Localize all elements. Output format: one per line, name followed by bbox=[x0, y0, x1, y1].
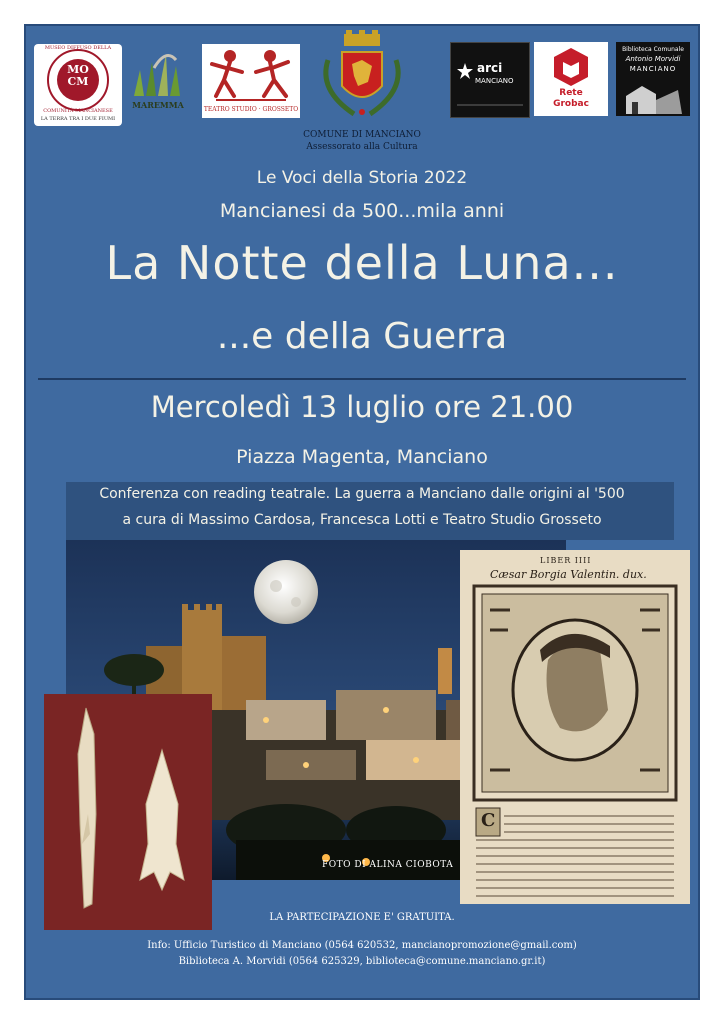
main-title-line2: ...e della Guerra bbox=[216, 316, 508, 357]
dancers-icon bbox=[202, 44, 300, 106]
arci-logo bbox=[450, 42, 530, 118]
hexagon-book-icon bbox=[534, 42, 608, 90]
event-place: Piazza Magenta, Manciano bbox=[236, 446, 488, 468]
book-title: Cæsar Borgia Valentin. dux. bbox=[490, 568, 647, 581]
book-heading: LIBER IIII bbox=[540, 556, 592, 565]
museo-text-top: MUSEO DIFFUSO DELLA bbox=[44, 45, 112, 51]
teatro-label: TEATRO STUDIO · GROSSETO bbox=[203, 106, 299, 113]
museo-subtitle: LA TERRA TRA I DUE FIUMI bbox=[40, 116, 116, 122]
rete-line2: Grobac bbox=[553, 99, 589, 109]
maremma-logo bbox=[126, 48, 190, 114]
biblio-line2: Antonio Morvidi bbox=[625, 55, 681, 63]
museo-logo bbox=[34, 44, 122, 126]
series-subtitle: Mancianesi da 500...mila anni bbox=[219, 200, 505, 222]
info-line1: Info: Ufficio Turistico di Manciano (0564 620532, mancianopromozione@gmail.com) bbox=[147, 940, 577, 951]
coat-of-arms-icon bbox=[314, 30, 410, 122]
teatro-logo bbox=[202, 44, 300, 118]
free-entry-text: LA PARTECIPAZIONE E' GRATUITA. bbox=[269, 912, 455, 923]
series-title: Le Voci della Storia 2022 bbox=[256, 168, 468, 188]
comune-line2: Assessorato alla Cultura bbox=[306, 142, 418, 152]
biblio-line1: Biblioteca Comunale bbox=[622, 46, 684, 53]
main-title-line1: La Notte della Luna... bbox=[105, 236, 619, 290]
info-line2: Biblioteca A. Morvidi (0564 625329, biblioteca@comune.manciano.gr.it) bbox=[178, 956, 546, 967]
arci-line1: arci bbox=[477, 61, 503, 75]
library-building-icon bbox=[616, 76, 690, 116]
maremma-grass-icon bbox=[126, 48, 190, 100]
photo-credit: FOTO DI ALINA CIOBOTA bbox=[322, 860, 454, 870]
title-divider bbox=[38, 378, 686, 380]
biblio-line3: MANCIANO bbox=[629, 65, 677, 73]
biblioteca-logo bbox=[616, 42, 690, 116]
book-drop-cap: C bbox=[481, 810, 496, 831]
museo-text-bottom: COMUNITÀ MANCIANESE bbox=[43, 108, 113, 114]
museo-letters-b: CM bbox=[67, 75, 89, 88]
maremma-label: MAREMMA bbox=[132, 100, 184, 110]
book-page-image bbox=[460, 550, 690, 904]
comune-line1: COMUNE DI MANCIANO bbox=[303, 130, 421, 140]
engraved-portrait-illustration bbox=[460, 550, 690, 904]
arrowheads-photo bbox=[44, 694, 212, 930]
museo-letters-a: MO bbox=[67, 63, 89, 76]
arrowheads-illustration bbox=[44, 694, 212, 930]
description-line1: Conferenza con reading teatrale. La guerra a Manciano dalle origini al '500 bbox=[99, 486, 625, 502]
description-line2: a cura di Massimo Cardosa, Francesca Lotti e Teatro Studio Grosseto bbox=[122, 512, 602, 528]
event-datetime: Mercoledì 13 luglio ore 21.00 bbox=[150, 390, 574, 424]
poster bbox=[24, 24, 700, 1000]
arci-line2: MANCIANO bbox=[475, 77, 514, 85]
comune-crest bbox=[314, 30, 410, 122]
rete-line1: Rete bbox=[559, 88, 583, 98]
rete-grobac-logo bbox=[534, 42, 608, 116]
